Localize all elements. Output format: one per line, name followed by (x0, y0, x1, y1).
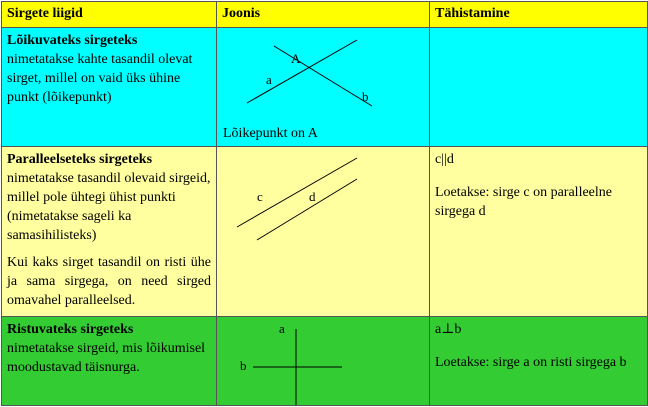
notation-perpendicular: a⊥b (435, 321, 462, 337)
term-perpendicular: Ristuvateks sirgeteks (7, 321, 134, 337)
notation-cell-intersecting (430, 28, 648, 147)
definition-parallel: nimetatakse tasandil olevaid sirgeid, millel pole ühtegi ühist punkti (nimetatakse sageli ka samasihilisteks) (7, 171, 211, 244)
line-a (247, 40, 357, 103)
definition-perpendicular: nimetatakse sirgeid, mis lõikumisel moodustavad täisnurga. (7, 340, 206, 375)
header-figure: Joonis (217, 2, 430, 28)
definition-intersecting: nimetatakse kahte tasandil olevat sirget, millel on vaid üks ühine punkt (lõikepunkt) (7, 52, 193, 106)
figure-parallel (217, 147, 430, 316)
line-d (257, 179, 357, 240)
row-intersecting-lines (2, 28, 648, 147)
line-c (237, 158, 357, 227)
label-line-d: d (309, 189, 316, 205)
label-line-a: a (279, 320, 285, 336)
row-parallel-lines (2, 147, 648, 316)
notation-cell-parallel (430, 147, 648, 316)
definition-cell (2, 316, 217, 405)
label-line-b: b (362, 89, 369, 105)
reading-parallel: Loetakse: sirge c on paralleelne sirgega d (435, 185, 612, 220)
definition-cell (2, 28, 217, 147)
figure-intersecting (217, 28, 430, 147)
parallel-rule-text: Kui kaks sirget tasandil on risti ühe ja sama sirgega, on need sirged omavahel paralleelsed. (7, 255, 211, 309)
figure-perpendicular (217, 316, 430, 405)
term-parallel: Paralleelseteks sirgeteks (7, 152, 153, 168)
perpendicular-lines-drawing (217, 317, 430, 406)
intersection-caption: Lõikepunkt on A (223, 126, 318, 142)
row-perpendicular-lines (2, 316, 648, 405)
label-line-a: a (266, 72, 272, 88)
notation-parallel: c||d (435, 152, 454, 168)
definition-cell (2, 147, 217, 316)
reading-perpendicular: Loetakse: sirge a on risti sirgega b (435, 354, 627, 370)
label-line-c: c (257, 189, 263, 205)
term-intersecting: Lõikuvateks sirgeteks (7, 33, 138, 49)
line-b (274, 46, 372, 106)
header-row (2, 2, 648, 28)
parallel-lines-drawing (217, 147, 430, 312)
notation-cell-perpendicular (430, 316, 648, 405)
label-point-A: A (291, 51, 301, 67)
label-line-b: b (240, 357, 247, 373)
header-type: Sirgete liigid (2, 2, 217, 28)
line-types-table (1, 1, 648, 406)
header-notation: Tähistamine (430, 2, 648, 28)
